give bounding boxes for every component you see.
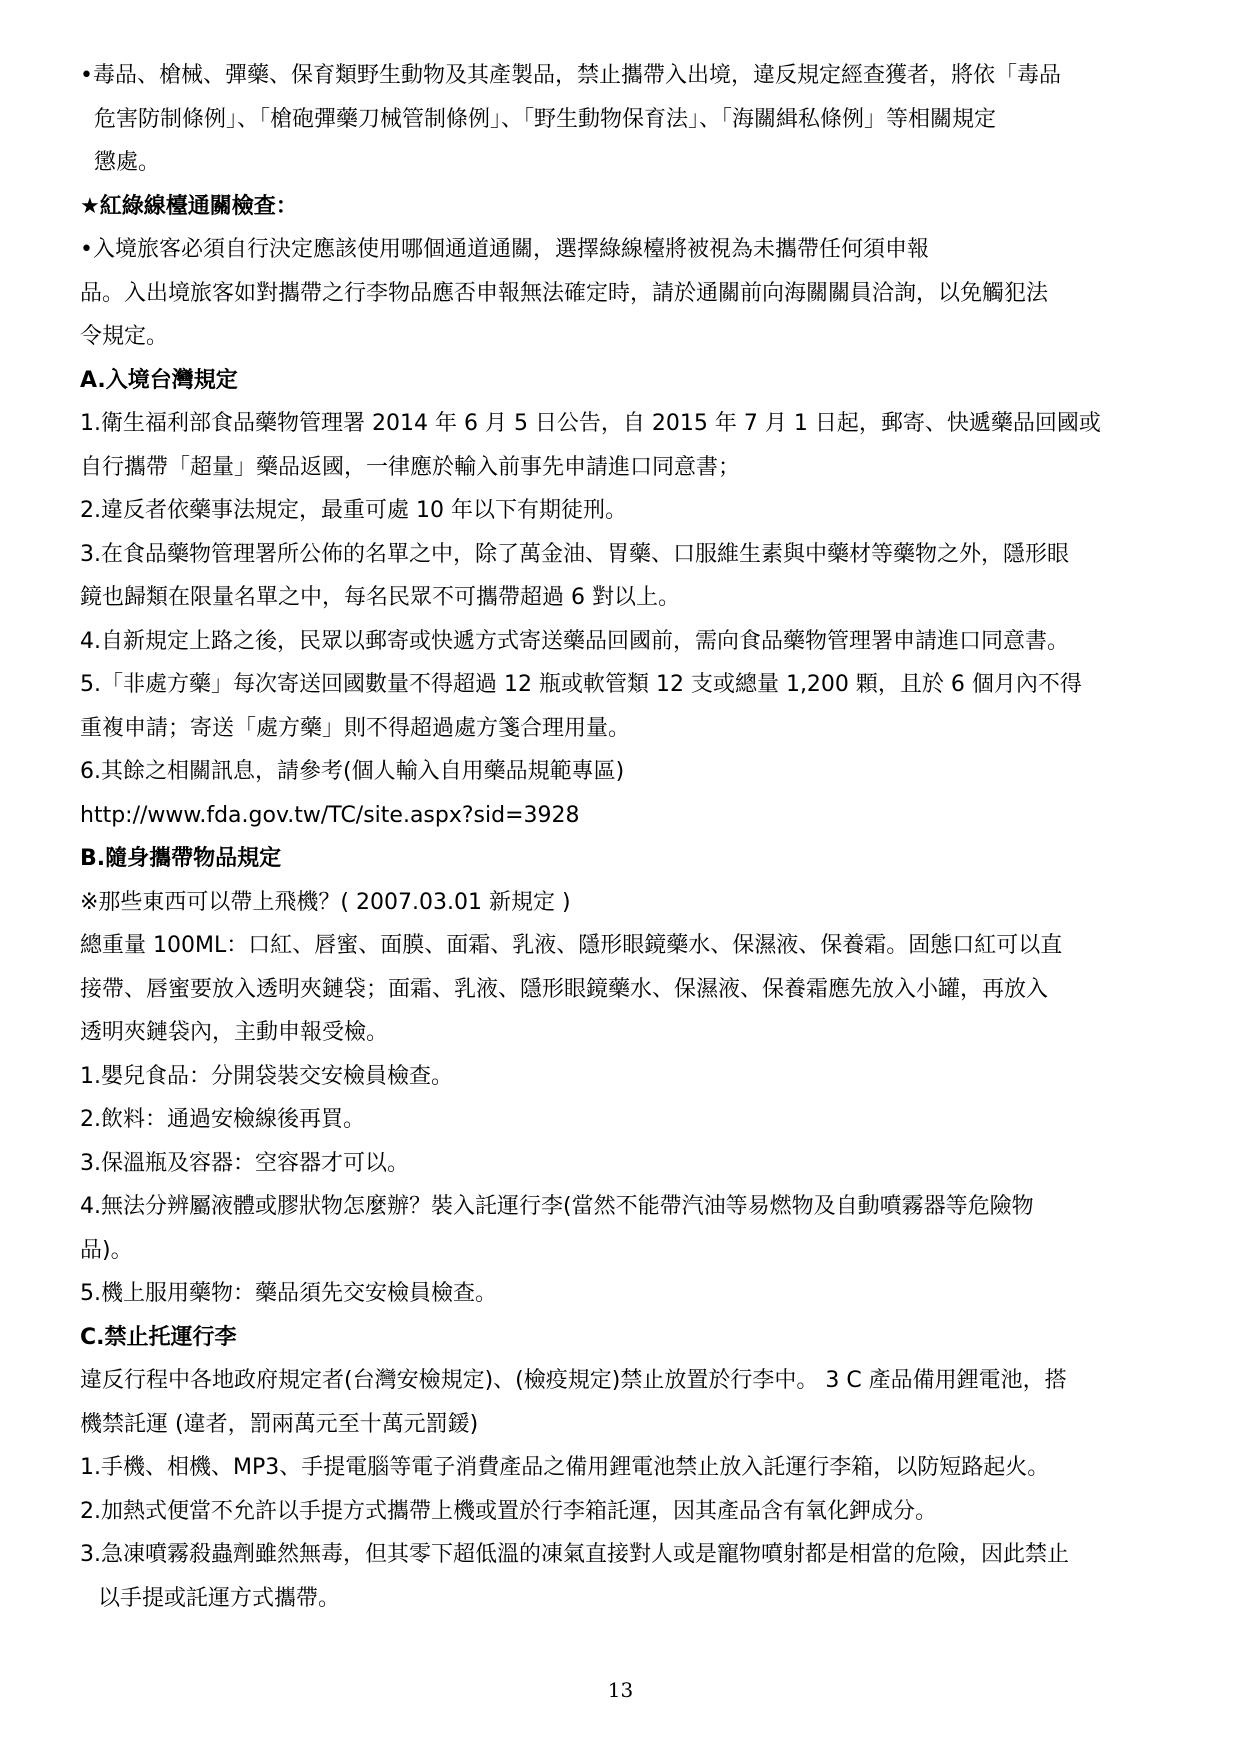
paragraph-line: 鏡也歸類在限量名單之中，每名民眾不可攜帶超過 6 對以上。 — [80, 585, 680, 610]
paragraph-line: 5.「非處方藥」每次寄送回國數量不得超過 12 瓶或軟管類 12 支或總量 1,200 顆，且於 6 個月內不得 — [80, 672, 1082, 697]
paragraph-line: 透明夾鏈袋內，主動申報受檢。 — [80, 1020, 389, 1045]
section-heading: A.入境台灣規定 — [80, 367, 238, 393]
document-body — [80, 54, 1205, 1620]
paragraph-line: 重複申請；寄送「處方藥」則不得超過處方箋合理用量。 — [80, 715, 631, 741]
paragraph-line: 危害防制條例」、「槍砲彈藥刀械管制條例」、「野生動物保育法」、「海關緝私條例」等相關規定 — [94, 106, 997, 132]
paragraph-line: 1.衛生福利部食品藥物管理署 2014 年 6 月 5 日公告，自 2015 年 7 月 1 日起，郵寄、快遞藥品回國或 — [80, 411, 1101, 436]
paragraph-line: 1.嬰兒食品：分開袋裝交安檢員檢查。 — [80, 1063, 453, 1089]
paragraph-line: 4.無法分辨屬液體或膠狀物怎麼辦？裝入託運行李(當然不能帶汽油等易燃物及自動噴霧器等危險物 — [80, 1194, 1034, 1219]
paragraph-line: 接帶、唇蜜要放入透明夾鏈袋；面霜、乳液、隱形眼鏡藥水、保濕液、保養霜應先放入小罐，再放入 — [80, 976, 1049, 1002]
paragraph-line: 以手提或託運方式攜帶。 — [98, 1585, 341, 1611]
section-heading: ★紅綠線檯通關檢查： — [80, 193, 298, 219]
paragraph-line: 3.保溫瓶及容器：空容器才可以。 — [80, 1150, 409, 1176]
paragraph-line: 4.自新規定上路之後，民眾以郵寄或快遞方式寄送藥品回國前，需向食品藥物管理署申請進口同意書。 — [80, 628, 1069, 654]
url-text: http://www.fda.gov.tw/TC/site.aspx?sid=3928 — [80, 802, 580, 828]
paragraph-line: ※那些東西可以帶上飛機？( 2007.03.01 新規定 ) — [80, 889, 571, 915]
paragraph-line: •毒品、槍械、彈藥、保育類野生動物及其產製品，禁止攜帶入出境，違反規定經查獲者，將依「毒品 — [80, 63, 1061, 88]
paragraph-line: 懲處。 — [94, 150, 161, 175]
section-heading: B.隨身攜帶物品規定 — [80, 846, 282, 871]
paragraph-line: 1.手機、相機、MP3、手提電腦等電子消費產品之備用鋰電池禁止放入託運行李箱，以防短路起火。 — [80, 1455, 1050, 1480]
paragraph-line: 3.急凍噴霧殺蟲劑雖然無毒，但其零下超低溫的凍氣直接對人或是寵物噴射都是相當的危險，因此禁止 — [80, 1542, 1069, 1567]
paragraph-line: •入境旅客必須自行決定應該使用哪個通道通關，選擇綠線檯將被視為未攜帶任何須申報 — [80, 237, 929, 262]
section-heading: C.禁止托運行李 — [80, 1324, 237, 1350]
paragraph-line: 總重量 100ML：口紅、唇蜜、面膜、面霜、乳液、隱形眼鏡藥水、保濕液、保養霜。固態口紅可以直 — [80, 933, 1063, 958]
page-number: 13 — [607, 1678, 634, 1702]
paragraph-line: 自行攜帶「超量」藥品返國，一律應於輸入前事先申請進口同意書； — [80, 454, 741, 480]
paragraph-line: 品。入出境旅客如對攜帶之行李物品應否申報無法確定時，請於通關前向海關關員洽詢，以免觸犯法 — [80, 280, 1049, 306]
paragraph-line: 2.加熱式便當不允許以手提方式攜帶上機或置於行李箱託運，因其產品含有氧化鉀成分。 — [80, 1498, 937, 1524]
paragraph-line: 3.在食品藥物管理署所公佈的名單之中，除了萬金油、胃藥、口服維生素與中藥材等藥物之外，隱形眼 — [80, 541, 1069, 567]
paragraph-line: 令規定。 — [80, 324, 169, 349]
paragraph-line: 6.其餘之相關訊息，請參考(個人輸入自用藥品規範專區) — [80, 759, 625, 784]
paragraph-line: 違反行程中各地政府規定者(台灣安檢規定)、(檢疫規定)禁止放置於行李中。 3 C 產品備用鋰電池，搭 — [80, 1368, 1067, 1393]
paragraph-line: 機禁託運 (違者，罰兩萬元至十萬元罰鍰) — [80, 1411, 479, 1437]
paragraph-line: 5.機上服用藥物：藥品須先交安檢員檢查。 — [80, 1281, 497, 1306]
paragraph-line: 2.飲料：通過安檢線後再買。 — [80, 1107, 365, 1132]
paragraph-line: 2.違反者依藥事法規定，最重可處 10 年以下有期徒刑。 — [80, 498, 627, 523]
paragraph-line: 品)。 — [80, 1237, 133, 1263]
